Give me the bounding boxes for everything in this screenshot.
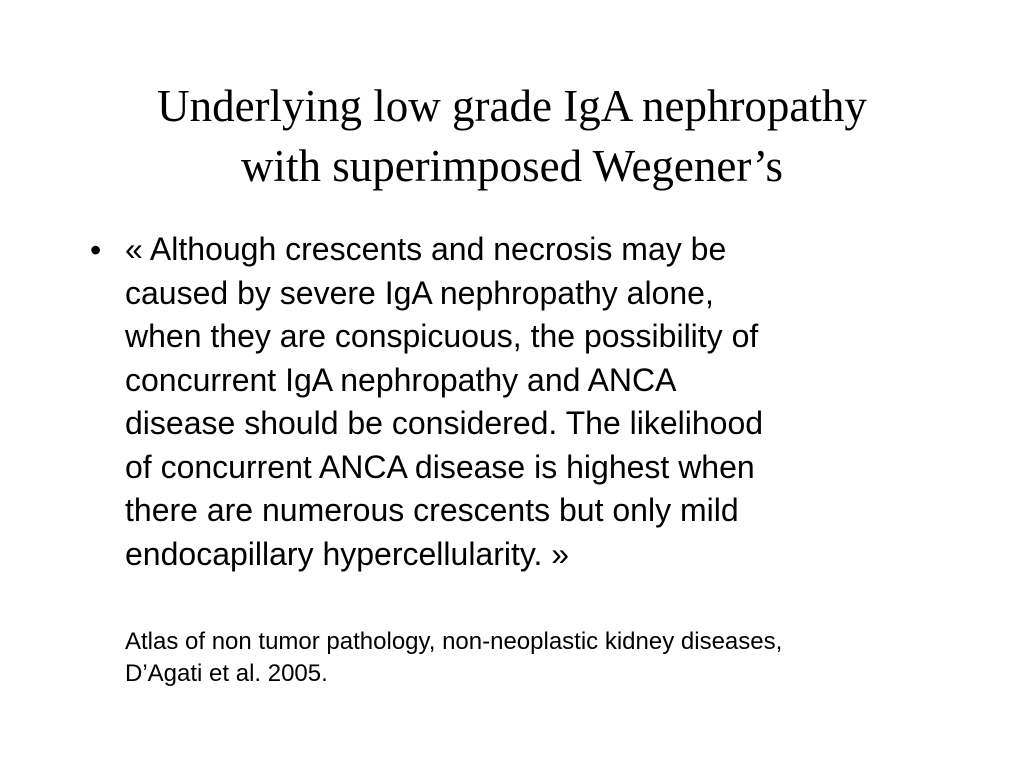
quote-line: there are numerous crescents but only mild [125,492,739,528]
citation [125,626,1005,690]
quote-line: endocapillary hypercellularity. » [125,535,570,572]
title-line-1: Underlying low grade IgA nephropathy [157,81,867,131]
quote-line: disease should be considered. The likelihood [125,405,764,441]
quote-line: « Although crescents and necrosis may be [125,231,727,267]
quote-line: caused by severe IgA nephropathy alone, [125,274,714,311]
bullet-marker: • [90,232,102,268]
quote-line: concurrent IgA nephropathy and ANCA [125,361,677,398]
quote-line: of concurrent ANCA disease is highest when [125,448,755,485]
citation-line-2: D’Agati et al. 2005. [125,660,328,687]
slide-title [60,76,964,196]
title-line-2: with superimposed Wegener’s [240,141,784,191]
quote-text [125,228,1005,576]
citation-line-1: Atlas of non tumor pathology, non-neoplastic kidney diseases, [125,628,783,655]
quote-line: when they are conspicuous, the possibility of [125,318,759,354]
